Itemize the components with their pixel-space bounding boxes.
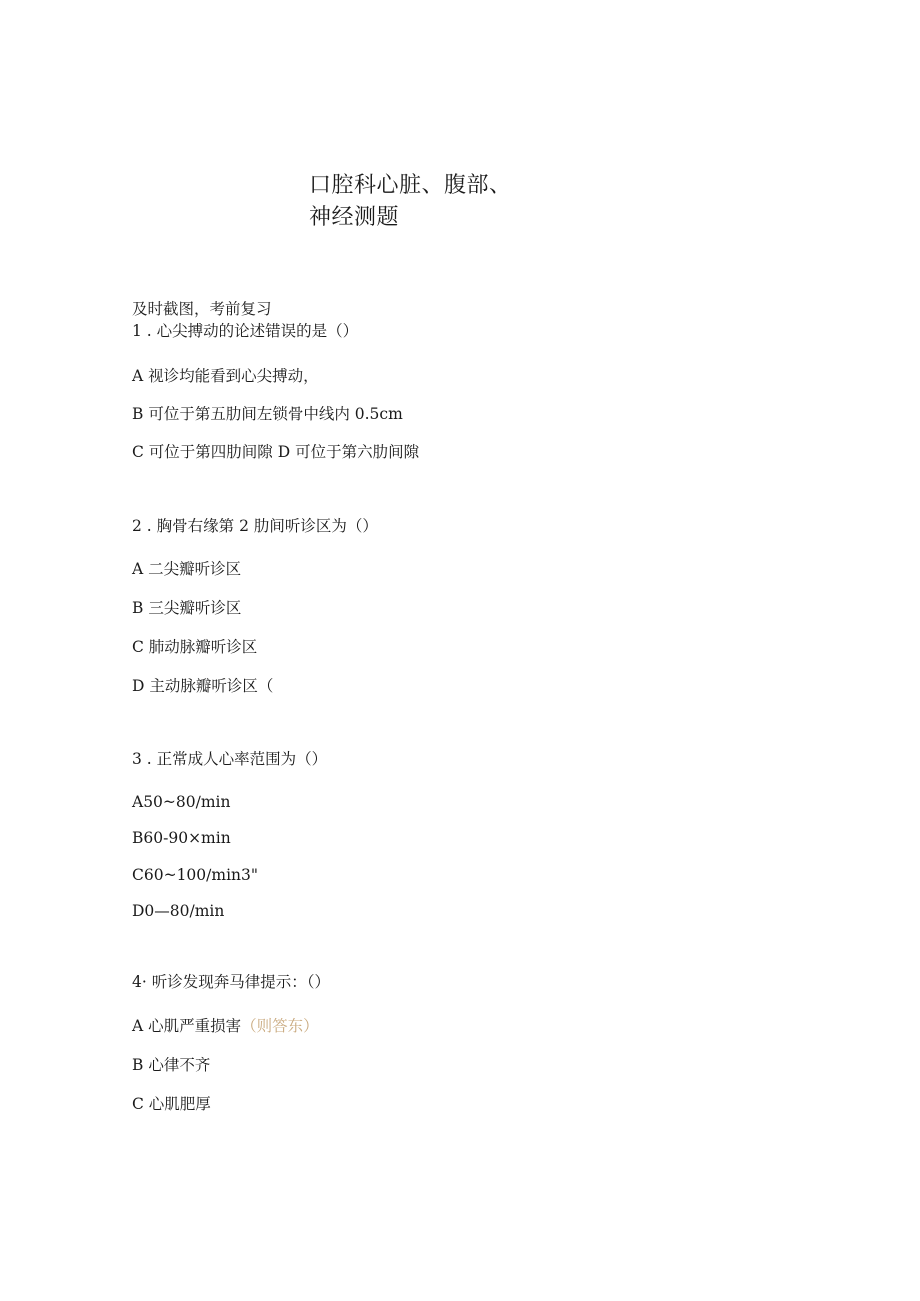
question-4-option-a	[132, 1016, 319, 1036]
question-1-stem: 1 . 心尖搏动的论述错误的是（）	[132, 322, 359, 340]
question-3-option-c: C60~100∕min3"	[132, 866, 259, 884]
title-line-1: 口腔科心脏、腹部、	[309, 173, 512, 198]
question-4-stem: 4· 听诊发现奔马律提示：（）	[132, 973, 330, 991]
question-4-option-b: B 心律不齐	[132, 1056, 211, 1074]
question-2-option-a: A 二尖瓣听诊区	[132, 560, 242, 578]
question-2-option-b: B 三尖瓣听诊区	[132, 599, 242, 617]
question-3-option-d: D0—80/min	[132, 902, 225, 920]
question-1-option-cd: C 可位于第四肋间隙 D 可位于第六肋间隙	[132, 443, 420, 461]
document-title	[309, 170, 569, 234]
question-2-stem: 2 . 胸骨右缘第 2 肋间听诊区为（）	[132, 517, 378, 535]
answer-hint: （则答东）	[241, 1017, 319, 1035]
question-2-option-c: C 肺动脉瓣听诊区	[132, 638, 258, 656]
question-4-option-a-text: A 心肌严重损害	[132, 1017, 242, 1035]
intro-note: 及时截图，考前复习	[132, 300, 272, 318]
title-line-2: 神经测题	[309, 205, 400, 230]
question-1-option-b: B 可位于第五肋间左锁骨中线内 0.5cm	[132, 405, 403, 423]
question-3-option-a: A50~80∕min	[132, 793, 231, 811]
question-1-option-a: A 视诊均能看到心尖搏动，	[132, 367, 319, 385]
question-3-stem: 3 . 正常成人心率范围为（）	[132, 750, 328, 768]
question-3-option-b: B60-90×min	[132, 829, 231, 847]
question-4-option-c: C 心肌肥厚	[132, 1095, 211, 1113]
question-2-option-d: D 主动脉瓣听诊区（	[132, 677, 274, 695]
